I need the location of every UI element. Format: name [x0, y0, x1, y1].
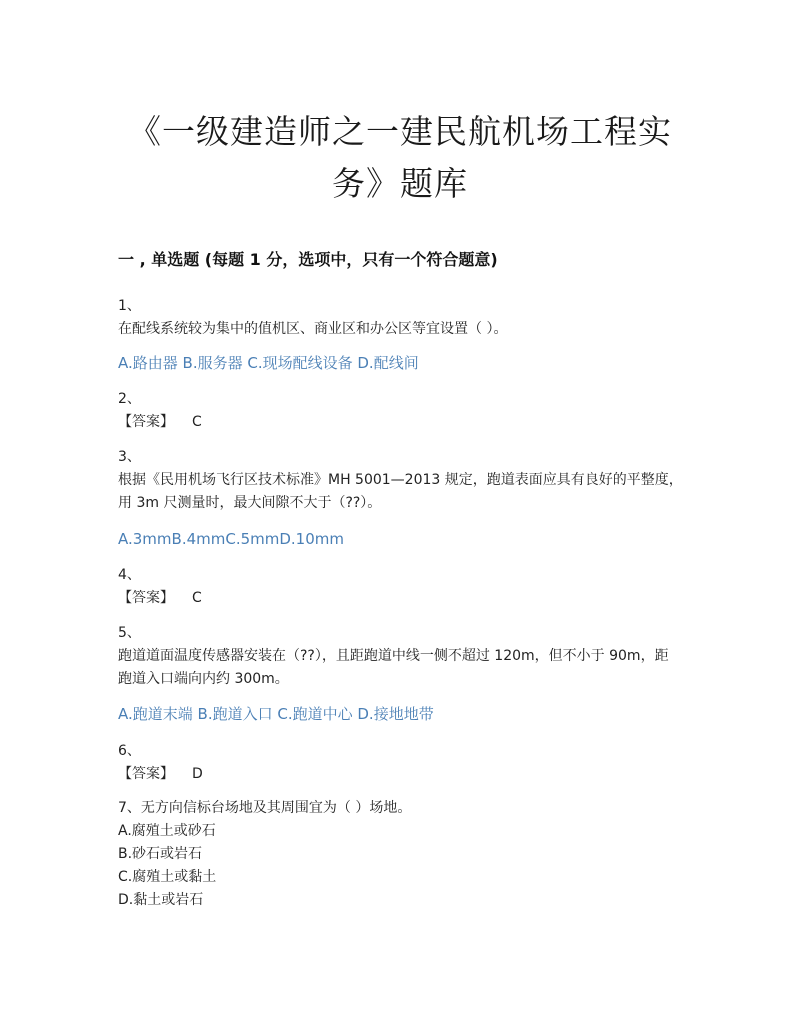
- answer-line: [118, 763, 683, 786]
- question-3-options: A.3mmB.4mmC.5mmD.10mm: [118, 530, 344, 548]
- answer-label: 【答案】: [118, 766, 174, 782]
- question-3: [118, 446, 683, 515]
- question-1: [118, 295, 683, 341]
- title-line-2: 务》题库: [332, 164, 468, 203]
- question-4: [118, 564, 683, 610]
- question-text-line-2: 跑道入口端向内约 300m。: [118, 671, 289, 687]
- question-number: 4、: [118, 567, 141, 583]
- answer-label: 【答案】: [118, 590, 174, 606]
- document-title: [100, 106, 700, 210]
- question-text-line-2: 用 3m 尺测量时，最大间隙不大于（??）。: [118, 495, 382, 511]
- question-7: [118, 797, 683, 912]
- answer-value: D: [192, 766, 203, 782]
- question-text: 在配线系统较为集中的值机区、商业区和办公区等宜设置（ ）。: [118, 321, 508, 337]
- answer-value: C: [192, 590, 202, 606]
- question-6: [118, 740, 683, 786]
- question-text: 7、无方向信标台场地及其周围宜为（ ）场地。: [118, 800, 412, 816]
- question-number: 3、: [118, 449, 141, 465]
- option-d: D.黏土或岩石: [118, 892, 204, 908]
- answer-value: C: [192, 414, 202, 430]
- question-2: [118, 388, 683, 434]
- option-a: A.腐殖土或砂石: [118, 823, 216, 839]
- question-text-line-1: 跑道道面温度传感器安装在（??），且距跑道中线一侧不超过 120m，但不小于 90m，距: [118, 648, 669, 664]
- title-line-1: 《一级建造师之一建民航机场工程实: [128, 112, 672, 151]
- question-number: 5、: [118, 625, 141, 641]
- answer-line: [118, 411, 683, 434]
- question-number: 2、: [118, 391, 141, 407]
- section-heading: 一 , 单选题 (每题 1 分，选项中，只有一个符合题意): [118, 250, 498, 269]
- question-text-line-1: 根据《民用机场飞行区技术标准》MH 5001—2013 规定，跑道表面应具有良好的平整度，: [118, 472, 683, 488]
- answer-line: [118, 587, 683, 610]
- answer-label: 【答案】: [118, 414, 174, 430]
- question-5: [118, 622, 683, 691]
- question-5-options: A.跑道末端 B.跑道入口 C.跑道中心 D.接地地带: [118, 705, 434, 723]
- question-number: 6、: [118, 743, 141, 759]
- question-1-options: A.路由器 B.服务器 C.现场配线设备 D.配线间: [118, 354, 419, 372]
- question-number: 1、: [118, 298, 141, 314]
- option-b: B.砂石或岩石: [118, 846, 203, 862]
- option-c: C.腐殖土或黏土: [118, 869, 217, 885]
